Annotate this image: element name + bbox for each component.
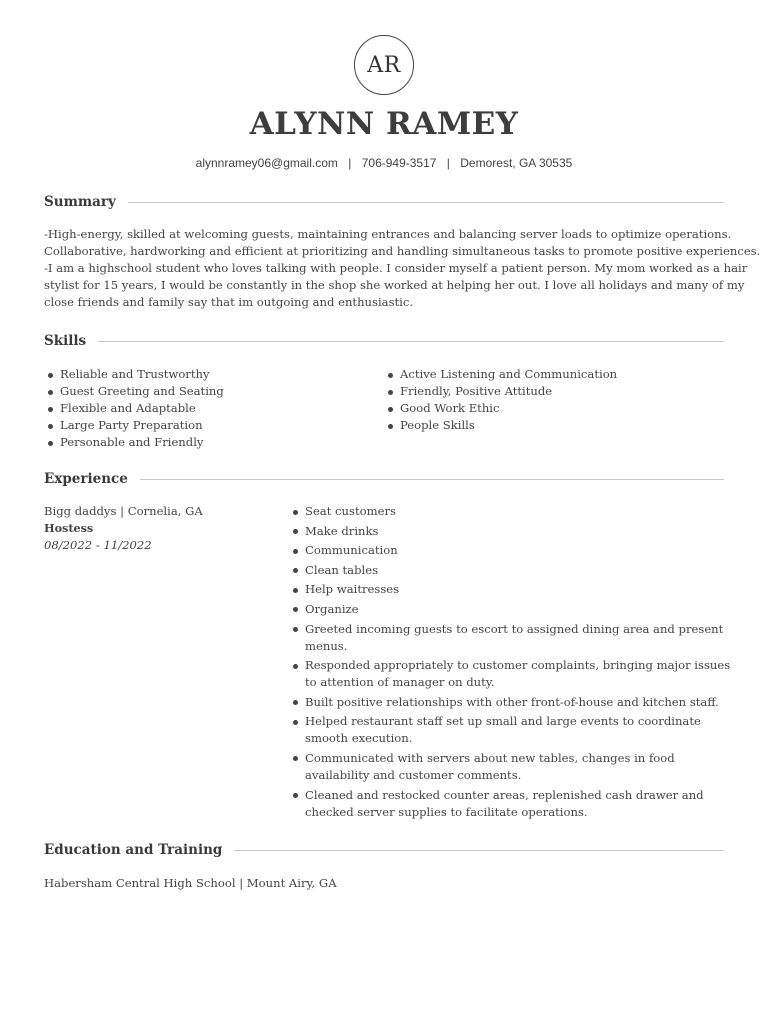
job-details xyxy=(44,503,284,554)
summary-line: close friends and family say that im outgoing and enthusiastic. xyxy=(44,295,414,309)
skill-item: Active Listening and Communication xyxy=(384,366,617,383)
phone-number: 706-949-3517 xyxy=(361,156,437,170)
summary-line: -High-energy, skilled at welcoming guests, maintaining entrances and balancing server loads to optimize operations. xyxy=(44,227,732,241)
duty-item: Clean tables xyxy=(291,562,731,579)
email-address: alynnramey06@gmail.com xyxy=(195,156,338,170)
education-section-header xyxy=(44,840,724,860)
employment-dates: 08/2022 - 11/2022 xyxy=(44,538,152,552)
location-text: Demorest, GA 30535 xyxy=(460,156,573,170)
duty-item: Seat customers xyxy=(291,503,731,520)
duty-item: Communicated with servers about new tables, changes in food availability and customer comments. xyxy=(291,750,731,784)
duty-item: Cleaned and restocked counter areas, replenished cash drawer and checked server supplies to facilitate operations. xyxy=(291,787,731,821)
skill-item: People Skills xyxy=(384,417,617,434)
skill-item: Flexible and Adaptable xyxy=(44,400,224,417)
duty-item: Responded appropriately to customer complaints, bringing major issues to attention of manager on duty. xyxy=(291,657,731,691)
summary-text xyxy=(44,226,761,311)
education-title: Education and Training xyxy=(44,842,223,858)
experience-section-header xyxy=(44,469,724,489)
experience-title: Experience xyxy=(44,471,128,487)
duty-item: Built positive relationships with other front-of-house and kitchen staff. xyxy=(291,694,731,711)
section-divider xyxy=(128,202,724,203)
section-divider xyxy=(140,479,724,480)
section-divider xyxy=(98,341,724,342)
skill-item: Reliable and Trustworthy xyxy=(44,366,224,383)
job-title: Hostess xyxy=(44,521,94,535)
skills-title: Skills xyxy=(44,333,87,349)
duty-item: Help waitresses xyxy=(291,581,731,598)
summary-line: -I am a highschool student who loves talking with people. I consider myself a patient person. My mom worked as a hair xyxy=(44,261,748,275)
skill-item: Personable and Friendly xyxy=(44,434,224,451)
monogram-badge xyxy=(354,35,414,95)
job-duties-list xyxy=(291,503,731,823)
skill-item: Friendly, Positive Attitude xyxy=(384,383,617,400)
summary-title: Summary xyxy=(44,194,116,210)
contact-separator: | xyxy=(446,156,450,170)
section-divider xyxy=(234,850,724,851)
employer-name: Bigg daddys | Cornelia, GA xyxy=(44,504,203,518)
skills-list-left xyxy=(44,366,224,451)
duty-item: Greeted incoming guests to escort to assigned dining area and present menus. xyxy=(291,621,731,655)
summary-line: Collaborative, hardworking and efficient at prioritizing and handling simultaneous tasks to promote positive experiences. xyxy=(44,244,761,258)
summary-section-header xyxy=(44,192,724,212)
education-entry: Habersham Central High School | Mount Airy, GA xyxy=(44,876,337,890)
duty-item: Helped restaurant staff set up small and large events to coordinate smooth execution. xyxy=(291,713,731,747)
duty-item: Communication xyxy=(291,542,731,559)
monogram-initials: AR xyxy=(367,52,401,78)
summary-line: stylist for 15 years, I would be constantly in the shop she worked at helping her out. I love all holidays and many of my xyxy=(44,278,745,292)
candidate-name: ALYNN RAMEY xyxy=(249,106,519,142)
skill-item: Large Party Preparation xyxy=(44,417,224,434)
contact-line xyxy=(0,156,768,170)
duty-item: Organize xyxy=(291,601,731,618)
skill-item: Good Work Ethic xyxy=(384,400,617,417)
contact-separator: | xyxy=(348,156,352,170)
skills-section-header xyxy=(44,331,724,351)
skills-list-right xyxy=(384,366,617,434)
duty-item: Make drinks xyxy=(291,523,731,540)
skill-item: Guest Greeting and Seating xyxy=(44,383,224,400)
